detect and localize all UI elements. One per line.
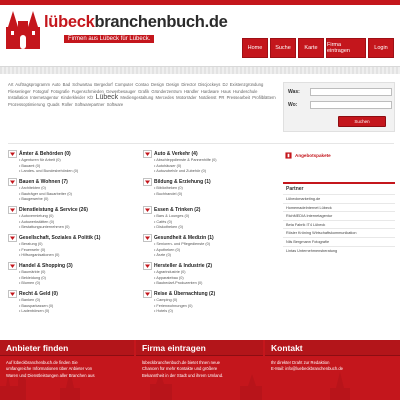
subcategory-label: Banken (0) [21, 298, 40, 302]
subcategory-bullet: • [19, 197, 22, 202]
subcategory-bullet: • [19, 158, 22, 162]
subcategory-bullet: • [154, 214, 157, 218]
search-where-input[interactable] [310, 101, 392, 109]
footer-contact-line: Ihr direkter Draht zur Redaktion [271, 360, 330, 365]
subcategory-label: Bausparkassen (0) [21, 303, 54, 308]
subcategory-label: Bestattungsunternehmen (0) [21, 225, 70, 230]
subcategory-label: Autowerkstätten (0) [21, 219, 55, 224]
site-logo[interactable] [4, 9, 228, 49]
package-icon [285, 152, 292, 159]
category-header[interactable] [143, 206, 267, 214]
footer-register-line: lübeckbranchenbuch.de bietet Ihnen neue [142, 360, 220, 365]
category-arrow-icon [8, 262, 17, 270]
subcategory-bullet: • [154, 225, 157, 230]
subcategory-label: Bars & Lounges (0) [156, 214, 190, 218]
site-name-red: lübeck [44, 13, 95, 31]
category-arrow-icon [143, 178, 152, 186]
subcategory-label: Landes- und Bundesbehörden (0) [21, 169, 79, 174]
subcategory-label: Buchhandel (0) [156, 191, 183, 196]
category-block [143, 262, 267, 287]
subcategory-bullet: • [19, 275, 22, 280]
subcategory-label: Cafés (0) [156, 219, 173, 224]
subcategory-label: Apotheken (0) [156, 247, 181, 252]
partner-box [283, 182, 395, 254]
nav-karte[interactable]: Karte [298, 38, 324, 58]
nav-login[interactable]: Login [368, 38, 394, 58]
site-footer [0, 340, 400, 400]
category-arrow-icon [143, 234, 152, 242]
subcategory-bullet: • [19, 186, 22, 190]
footer-find-line: Waren und Dienstleistungen aller Branchen aus [6, 372, 95, 378]
category-arrow-icon [8, 290, 17, 298]
tag-cloud-links[interactable]: Art Auftragsprogramm Auto Bad Schwartau Bergedorf Computer Contao Design Design Director Discjockeys DJ Existenzgründung Fliesenleger Fotograf Fotografie Fugenschmieden Gewerbesauger Grafik Gründerzentrum Händler Hardware Haus Hundeschule Installation Internetagentur Kinderkleider Kfz [8, 82, 264, 100]
subcategory-label: Ferienwohnungen (0) [156, 303, 193, 308]
footer-col-register [136, 340, 263, 400]
category-arrow-icon [143, 150, 152, 158]
category-block [8, 262, 132, 287]
subcategory-label: Bauamt (0) [21, 163, 41, 168]
subcategory-link[interactable] [154, 253, 278, 259]
category-title[interactable]: Hersteller & Industrie (2) [154, 263, 213, 269]
site-name-dark: branchenbuch.de [94, 13, 228, 31]
subcategory-label: Hilfsorganisationen (0) [21, 253, 60, 258]
subcategory-label: Beratung (0) [21, 242, 43, 246]
category-title[interactable]: Dienstleistung & Service (26) [19, 207, 88, 213]
subcategory-link[interactable] [154, 225, 278, 231]
subcategory-bullet: • [19, 309, 22, 314]
holstentor-logo-icon [4, 9, 42, 49]
subcategory-bullet: • [19, 270, 22, 274]
subcategory-label: Apparatebau (0) [156, 275, 184, 280]
subcategory-label: Baumärkte (0) [21, 270, 46, 274]
category-block [8, 290, 132, 315]
subcategory-bullet: • [154, 158, 157, 162]
category-header[interactable] [8, 262, 132, 270]
subcategory-label: Diskotheken (0) [156, 225, 183, 230]
subcategory-bullet: • [154, 169, 157, 174]
category-header[interactable] [143, 262, 267, 270]
category-header[interactable] [8, 290, 132, 298]
subcategory-bullet: • [154, 309, 157, 314]
header-divider [0, 66, 400, 74]
category-arrow-icon [143, 262, 152, 270]
category-title[interactable]: Reise & Übernachtung (2) [154, 291, 216, 297]
category-arrow-icon [143, 290, 152, 298]
subcategory-link[interactable] [154, 192, 278, 198]
sidebar [283, 150, 395, 253]
footer-register-line: Chancen für mehr Kontakte und größere [142, 366, 218, 372]
partner-title: Partner [286, 186, 304, 192]
tag-cloud-links-more[interactable]: Mediengestaltung Mercedes Motorräder Notdienst PR Pressearbeit Profilblättern Prozessoptimierung Quads Roller Softwarepartner Software [8, 95, 276, 107]
subcategory-bullet: • [154, 270, 157, 274]
category-block [143, 290, 267, 315]
category-title[interactable]: Essen & Trinken (2) [154, 207, 201, 213]
site-header [0, 5, 400, 67]
packages-label: Angebotspakete [295, 152, 331, 158]
subcategory-label: Architekten (0) [21, 186, 46, 190]
category-arrow-icon [8, 178, 17, 186]
category-block [8, 234, 132, 259]
category-title[interactable]: Ämter & Behörden (0) [19, 151, 71, 157]
category-arrow-icon [143, 206, 152, 214]
packages-link[interactable] [283, 150, 395, 160]
partner-link[interactable]: Beta Fabrik IT4 Lübeck [283, 220, 395, 229]
nav-suche[interactable]: Suche [270, 38, 296, 58]
subcategory-label: Hotels (0) [156, 309, 173, 314]
subcategory-bullet: • [154, 163, 157, 168]
subcategory-bullet: • [154, 219, 157, 224]
search-what-row [288, 88, 392, 97]
partner-link[interactable]: Lübeckmarketing.de [283, 194, 395, 203]
subcategory-bullet: • [19, 219, 22, 224]
subcategory-bullet: • [19, 303, 22, 308]
subcategory-link[interactable] [154, 309, 278, 315]
subcategory-label: Baubedarf-Produzenten (0) [156, 281, 203, 286]
subcategory-bullet: • [19, 281, 22, 286]
category-title[interactable]: Gesundheit & Medizin (1) [154, 235, 214, 241]
category-header[interactable] [8, 206, 132, 214]
main-nav [242, 38, 394, 58]
subcategory-label: Bekleidung (0) [21, 275, 46, 280]
category-title[interactable]: Handel & Shopping (3) [19, 263, 73, 269]
subcategory-bullet: • [154, 281, 157, 286]
subcategory-label: Senioren- und Pflegedienste (0) [156, 242, 211, 246]
category-header[interactable] [8, 178, 132, 186]
subcategory-label: Abschleppdienste & Pannenhilfe (0) [156, 158, 217, 162]
category-block [143, 178, 267, 197]
category-header[interactable] [143, 150, 267, 158]
subcategory-bullet: • [19, 225, 22, 230]
content-divider [8, 143, 394, 144]
nav-home[interactable]: Home [242, 38, 268, 58]
category-arrow-icon [8, 206, 17, 214]
tag-cloud [8, 82, 278, 108]
partner-list [283, 194, 395, 254]
subcategory-link[interactable] [19, 169, 143, 175]
footer-col-find [0, 340, 134, 400]
footer-find-line: Auf lübeckbranchenbuch.de finden Sie [6, 360, 78, 365]
subcategory-bullet: • [19, 242, 22, 246]
search-box [283, 82, 395, 132]
subcategory-label: Ärzte (0) [156, 253, 171, 258]
site-name [44, 13, 228, 32]
category-block [143, 206, 267, 231]
subcategory-label: Bauträger und Bauarbeiter (0) [21, 191, 72, 196]
subcategory-bullet: • [154, 275, 157, 280]
subcategory-label: Blumen (0) [21, 281, 40, 286]
category-block [8, 206, 132, 231]
subcategory-link[interactable] [19, 253, 143, 259]
subcategory-link[interactable] [19, 225, 143, 231]
subcategory-link[interactable] [154, 281, 278, 287]
search-button[interactable]: Suchen [338, 116, 386, 127]
footer-contact-text [265, 356, 400, 377]
category-title[interactable]: Bildung & Erziehung (1) [154, 179, 211, 185]
category-grid [8, 150, 274, 330]
category-header[interactable] [143, 290, 267, 298]
partner-link[interactable]: Nils Bergmann Fotografie [283, 237, 395, 246]
search-where-row [288, 101, 392, 110]
subcategory-bullet: • [19, 247, 22, 252]
subcategory-bullet: • [154, 253, 157, 258]
category-header[interactable] [143, 178, 267, 186]
site-tagline: Firmen aus Lübeck für Lübeck. [64, 35, 154, 43]
subcategory-link[interactable] [19, 281, 143, 287]
subcategory-bullet: • [154, 191, 157, 196]
subcategory-bullet: • [154, 298, 157, 302]
subcategory-bullet: • [19, 163, 22, 168]
footer-contact-title: Kontakt [265, 340, 400, 356]
category-header[interactable] [143, 234, 267, 242]
subcategory-label: Agenturen für Arbeit (0) [21, 158, 61, 162]
category-block [8, 178, 132, 203]
category-title[interactable]: Auto & Verkehr (4) [154, 151, 198, 157]
tag-cloud-featured[interactable]: Lübeck [95, 94, 119, 101]
search-where-label: Wo: [288, 102, 298, 108]
footer-register-title: Firma eintragen [136, 340, 263, 356]
subcategory-link[interactable] [154, 169, 278, 175]
footer-find-title: Anbieter finden [0, 340, 134, 356]
subcategory-label: Bibliotheken (0) [156, 186, 183, 190]
subcategory-label: Feuerwehr (0) [21, 247, 46, 252]
subcategory-bullet: • [154, 303, 157, 308]
category-arrow-icon [8, 150, 17, 158]
subcategory-label: Ladenbörsen (0) [21, 309, 50, 314]
subcategory-bullet: • [19, 169, 22, 174]
subcategory-label: Autozubehör und Zubehör (0) [156, 169, 207, 174]
category-header[interactable] [8, 234, 132, 242]
category-header[interactable] [8, 150, 132, 158]
subcategory-label: Autovermietung (0) [21, 214, 54, 218]
subcategory-link[interactable] [19, 309, 143, 315]
footer-find-line: umfangreiche Informationen über Anbieter von [6, 366, 93, 372]
footer-find-text [0, 356, 134, 383]
subcategory-bullet: • [154, 186, 157, 190]
subcategory-bullet: • [19, 253, 22, 258]
subcategory-bullet: • [154, 242, 157, 246]
subcategory-bullet: • [19, 298, 22, 302]
category-arrow-icon [8, 234, 17, 242]
footer-contact-email[interactable]: E-Mail: info@luebeckbranchenbuch.de [271, 366, 343, 372]
subcategory-label: Camping (0) [156, 298, 178, 302]
subcategory-bullet: • [154, 247, 157, 252]
nav-firma-eintragen[interactable]: Firma eintragen [326, 38, 366, 58]
partner-link[interactable]: HomemadeInternet Lübeck [283, 203, 395, 212]
subcategory-bullet: • [19, 191, 22, 196]
search-what-input[interactable] [310, 88, 392, 96]
subcategory-bullet: • [19, 214, 22, 218]
subcategory-link[interactable] [19, 197, 143, 203]
category-block [143, 150, 267, 175]
footer-col-contact [265, 340, 400, 400]
subcategory-label: Baugewerbe (0) [21, 197, 49, 202]
category-title[interactable]: Bauen & Wohnen (7) [19, 179, 68, 185]
partner-link[interactable]: Lintas Unternehmensberatung [283, 246, 395, 255]
category-title[interactable]: Gesellschaft, Soziales & Politik (1) [19, 235, 101, 241]
category-title[interactable]: Recht & Geld (0) [19, 291, 58, 297]
subcategory-label: Agrarindustrie (0) [156, 270, 186, 274]
partner-link[interactable]: Rösler Kröning Wirtschaftskommunikation [283, 228, 395, 237]
search-what-label: Was: [288, 89, 300, 95]
category-block [8, 150, 132, 175]
footer-register-line: Bekanntheit in der Stadt und ihrem Umland. [142, 372, 224, 378]
footer-register-text [136, 356, 263, 383]
partner-link[interactable]: RichMEDIA Internetagentur [283, 211, 395, 220]
subcategory-label: Autohäuser (0) [156, 163, 182, 168]
category-block [143, 234, 267, 259]
